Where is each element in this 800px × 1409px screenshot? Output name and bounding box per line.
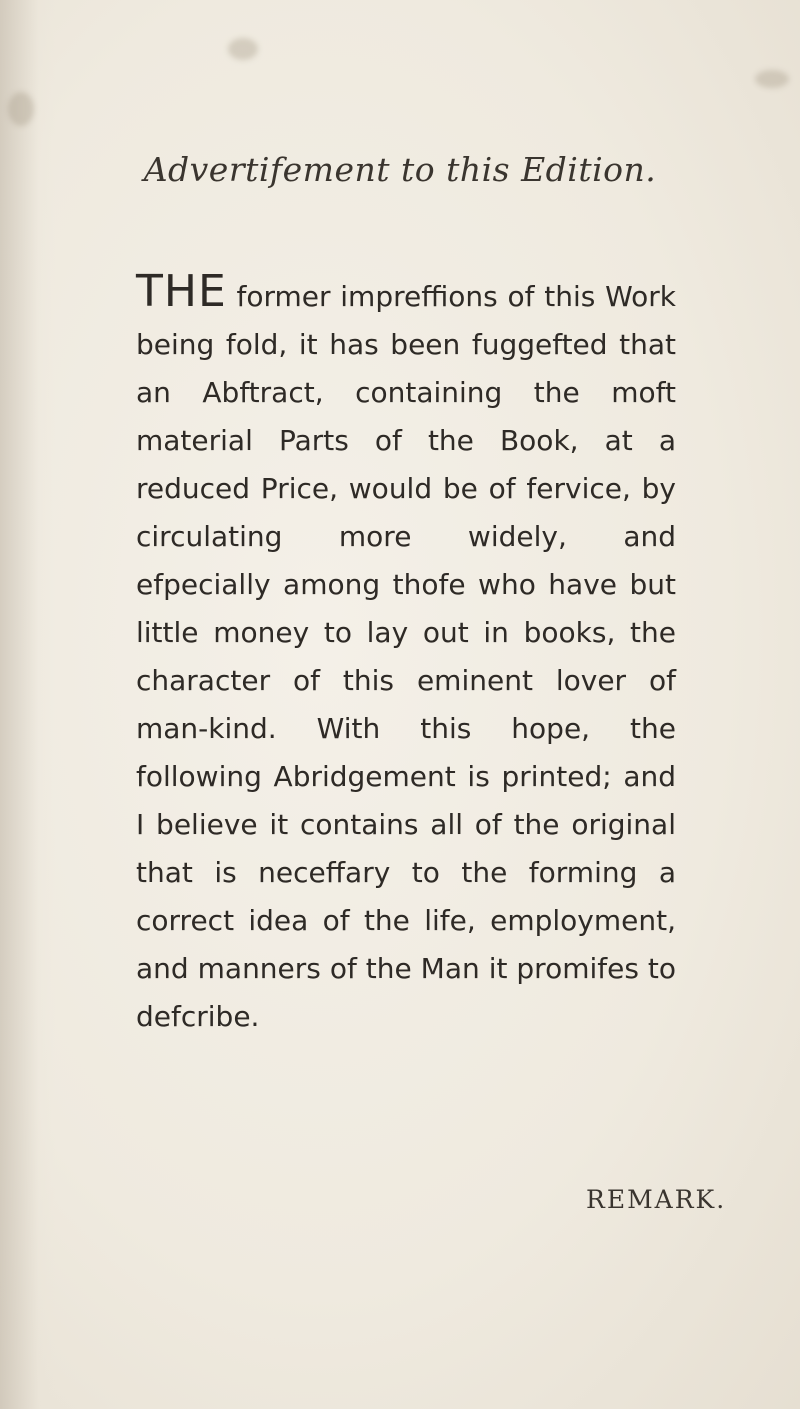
initial-word: THE [136, 266, 227, 317]
page-title: Advertifement to this Edition. [143, 150, 657, 189]
paragraph-text: former impreffions of this Work being fold, it has been fuggefted that an Abftract, containing the moft material Parts of the Book, at a reduced Price, would be of fervice, by circulating more widely, and efpecially among thofe who have but little money to lay out in books, the character of this eminent lover of man-kind. With this hope, the following Abridgement is printed; and I believe it contains all of the original that is neceffary to the forming a correct idea of the life, employment, and manners of the Man it promifes to defcribe. [136, 280, 676, 1033]
foxing-stain [228, 38, 258, 60]
advertisement-paragraph [136, 266, 676, 1041]
foxing-stain [755, 70, 789, 88]
catchword: REMARK. [586, 1185, 727, 1214]
gutter-shadow [0, 0, 55, 1409]
foxing-stain [8, 92, 34, 126]
